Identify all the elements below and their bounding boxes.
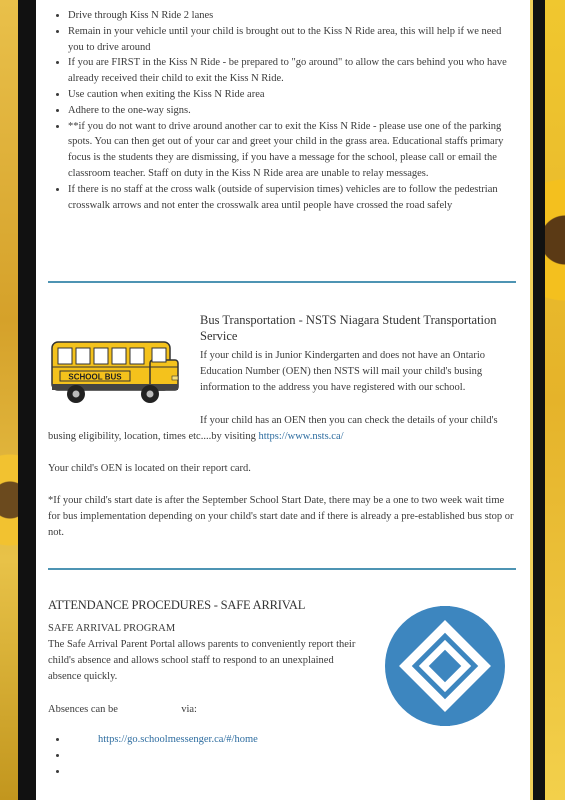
schoolmessenger-link[interactable]: https://go.schoolmessenger.ca/#/home bbox=[98, 734, 258, 745]
list-item bbox=[68, 732, 258, 748]
kiss-n-ride-list bbox=[48, 8, 518, 213]
safe-arrival-logo-icon bbox=[384, 604, 506, 728]
start-date-note: *If your child's start date is after the September School Start Date, there may be a one to two week wait time for bus implementation depending on your child's start date and if there is already a pre-established bus stop or not. bbox=[48, 495, 514, 538]
section-divider bbox=[48, 281, 516, 283]
bus-oen-paragraph bbox=[48, 413, 518, 445]
list-item: • If there is no staff at the cross walk (outside of supervision times) vehicles are to follow the pedestrian crosswalk arrows and not enter the crosswalk area until people have crossed the road safely bbox=[68, 182, 518, 214]
bus-section-title: Bus Transportation - NSTS Niagara Student Transportation Service bbox=[200, 313, 497, 343]
bus-sign-label: SCHOOL BUS bbox=[68, 372, 122, 382]
newsletter-page bbox=[36, 0, 530, 800]
page-shadow-right bbox=[533, 0, 545, 800]
attendance-title: ATTENDANCE PROCEDURES - SAFE ARRIVAL bbox=[48, 598, 306, 612]
list-item bbox=[68, 748, 258, 764]
safe-arrival-subtitle: SAFE ARRIVAL PROGRAM bbox=[48, 623, 176, 634]
school-bus-icon bbox=[50, 336, 182, 408]
nsts-link[interactable]: https://www.nsts.ca/ bbox=[258, 431, 344, 442]
bus-jk-paragraph: If your child is in Junior Kindergarten and does not have an Ontario Education Number (OEN) then NSTS will mail your child's busing information to the address you have registered with our school. bbox=[200, 350, 485, 393]
absence-links-list bbox=[48, 732, 258, 780]
absences-line bbox=[48, 702, 368, 718]
safe-arrival-paragraph: The Safe Arrival Parent Portal allows parents to conveniently report their child's absence and allows school staff to respond to an unexplained absence quickly. bbox=[48, 639, 356, 682]
bus-oen-text: If your child has an OEN then you can check the details of your child's busing eligibility, location, times etc....by visiting bbox=[48, 415, 498, 442]
list-item: • If you are FIRST in the Kiss N Ride - be prepared to "go around" to allow the cars behind you who have already received their child to exit the Kiss N Ride. bbox=[68, 55, 518, 87]
oen-location-text: Your child's OEN is located on their report card. bbox=[48, 463, 251, 474]
absences-prefix: Absences can be bbox=[48, 704, 118, 715]
list-item bbox=[68, 764, 258, 780]
list-item: • Use caution when exiting the Kiss N Ride area bbox=[68, 87, 518, 103]
list-item: • **if you do not want to drive around another car to exit the Kiss N Ride - please use one of the parking spots. You can then get out of your car and greet your child in the grass area. Educational staffs primary focus is the students they are dismissing, if you have a message for the school, please call or email the classroom teacher. Staff on duty in the Kiss N Ride area are unable to relay messages. bbox=[68, 119, 518, 182]
list-item: • Adhere to the one-way signs. bbox=[68, 103, 518, 119]
list-item: • Remain in your vehicle until your child is brought out to the Kiss N Ride area, this will help if we need you to drive around bbox=[68, 24, 518, 56]
section-divider bbox=[48, 568, 516, 570]
absences-suffix: via: bbox=[181, 704, 197, 715]
page-shadow-left bbox=[18, 0, 36, 800]
list-item: • Drive through Kiss N Ride 2 lanes bbox=[68, 8, 518, 24]
